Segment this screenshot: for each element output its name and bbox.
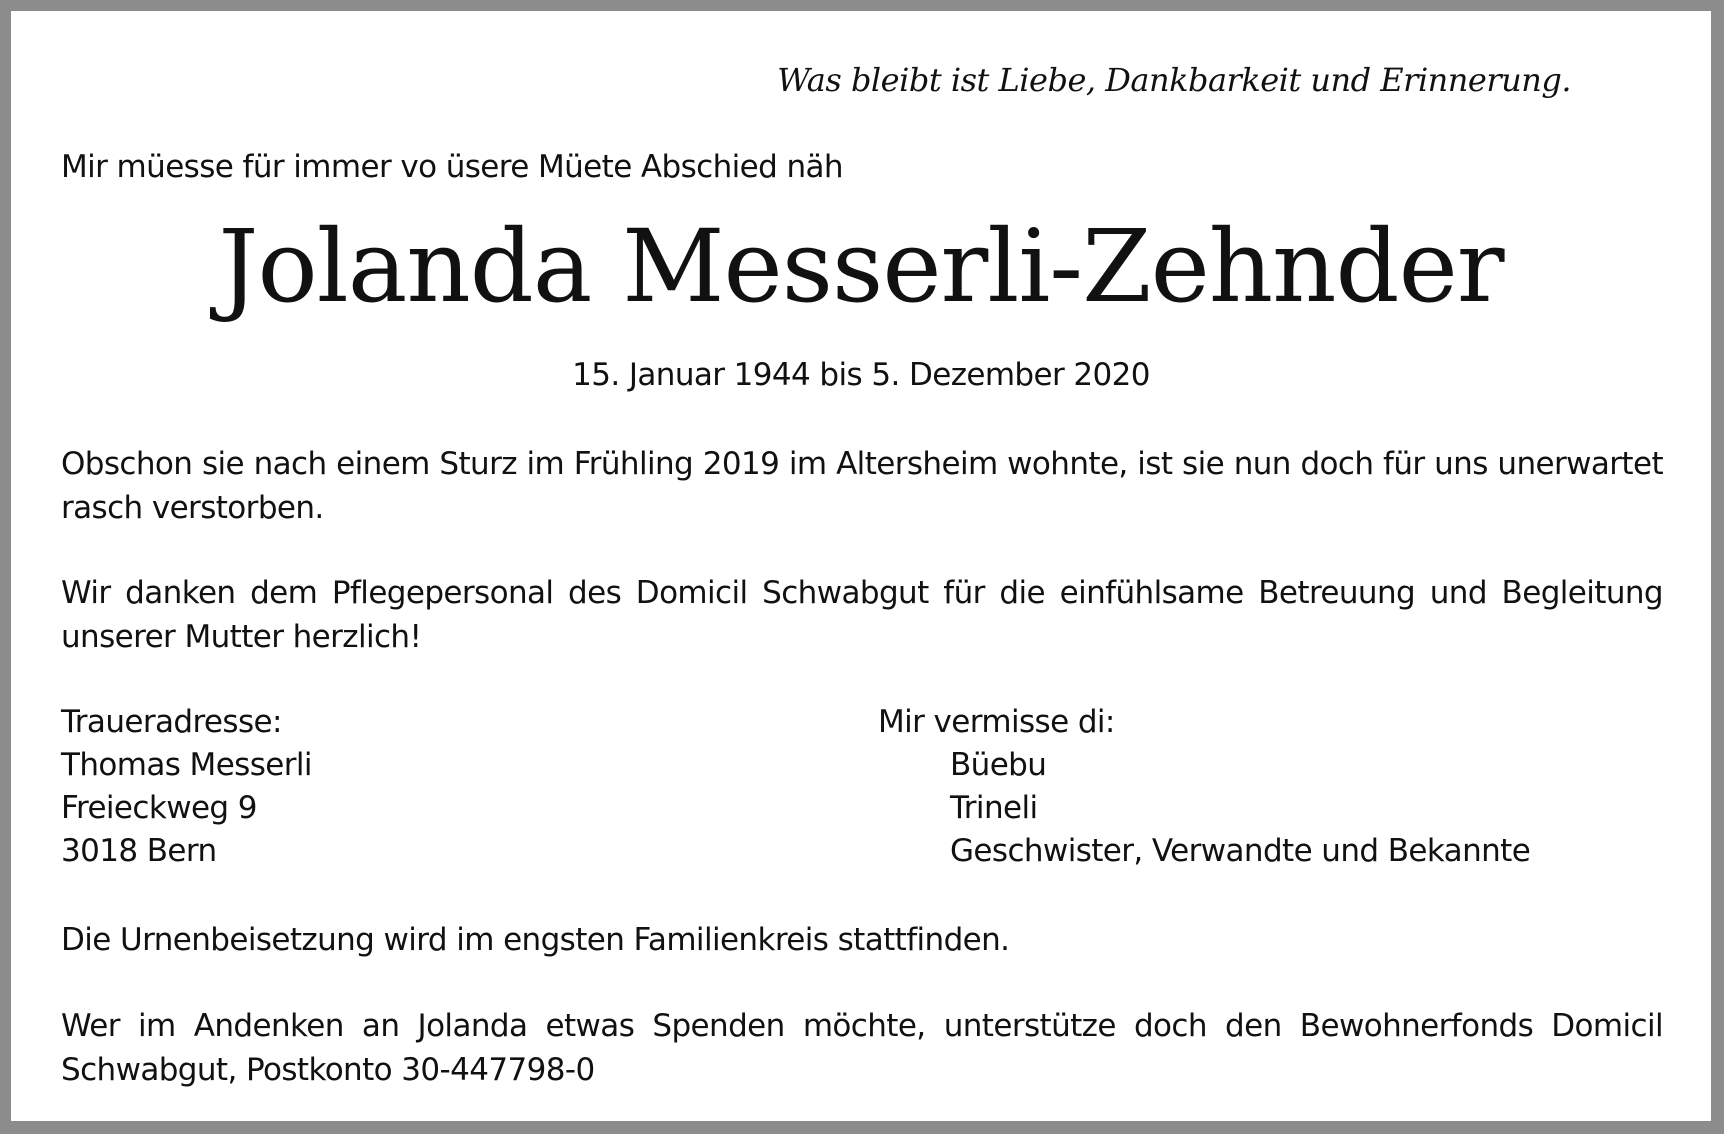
paragraph-thanks: Wir danken dem Pflegepersonal des Domicil Schwabgut für die einfühlsame Betreuung und Begleitung unserer Mutter herzlich! <box>61 575 1663 655</box>
life-dates: 15. Januar 1944 bis 5. Dezember 2020 <box>572 357 1150 393</box>
obituary-notice <box>11 11 1711 1121</box>
deceased-name: Jolanda Messerli-Zehnder <box>218 208 1504 325</box>
mourner-line: Geschwister, Verwandte und Bekannte <box>950 833 1531 869</box>
paragraph-passing: Obschon sie nach einem Sturz im Frühling 2019 im Altersheim wohnte, ist sie nun doch für uns unerwartet rasch verstorben. <box>61 446 1663 526</box>
mourners-heading: Mir vermisse di: <box>878 704 1115 740</box>
address-city: 3018 Bern <box>61 833 217 869</box>
intro-line: Mir müesse für immer vo üsere Müete Abschied näh <box>61 149 843 185</box>
mourning-address <box>61 701 312 873</box>
paragraph-donation: Wer im Andenken an Jolanda etwas Spenden möchte, unterstütze doch den Bewohnerfonds Domicil Schwabgut, Postkonto 30-447798-0 <box>61 1008 1663 1088</box>
mourner-line: Trineli <box>950 790 1038 826</box>
address-name: Thomas Messerli <box>61 747 312 783</box>
mourners-list <box>878 701 1530 873</box>
address-heading: Traueradresse: <box>61 704 282 740</box>
motto-quote: Was bleibt ist Liebe, Dankbarkeit und Erinnerung. <box>777 61 1571 99</box>
paragraph-burial: Die Urnenbeisetzung wird im engsten Familienkreis stattfinden. <box>61 922 1010 958</box>
mourner-line: Büebu <box>950 747 1047 783</box>
address-street: Freieckweg 9 <box>61 790 257 826</box>
